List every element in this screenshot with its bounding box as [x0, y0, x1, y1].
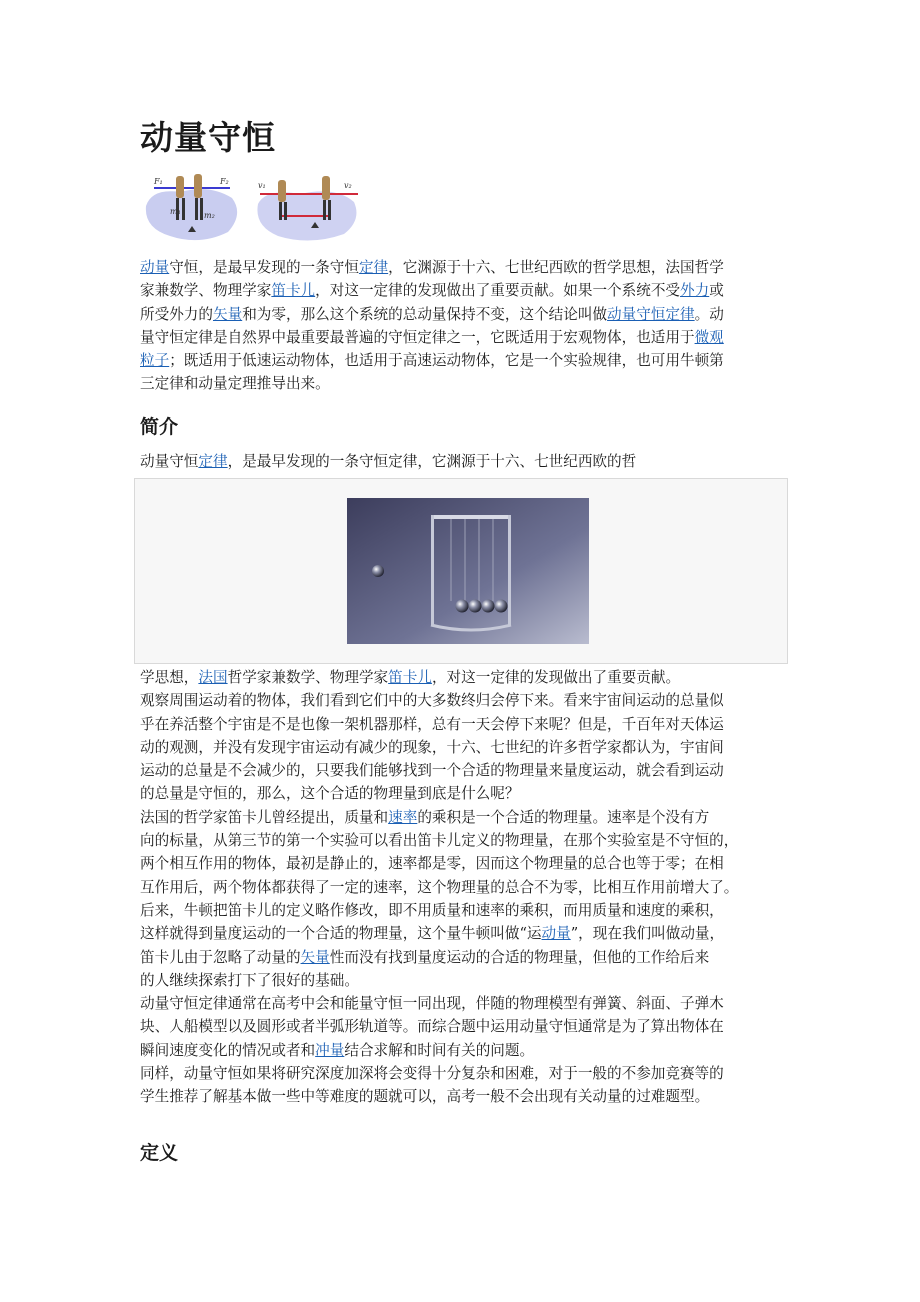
- fig-label-v2: v₂: [344, 181, 352, 190]
- fig-label-f2: F₂: [220, 177, 229, 186]
- link-law[interactable]: 定律: [358, 259, 389, 276]
- link-microscopic[interactable]: 微观: [694, 328, 724, 346]
- link-descartes-2[interactable]: 笛卡儿: [388, 669, 432, 686]
- skaters-illustration: [140, 166, 362, 242]
- newtons-cradle-figure: [134, 478, 788, 664]
- link-external-force[interactable]: 外力: [680, 282, 710, 300]
- intro-paragraph: 动量守恒，是最早发现的一条守恒定律，它渊源于十六、七世纪西欧的哲学思想，法国哲学 家兼数学、物理学家笛卡儿，对这一定律的发现做出了重要贡献。如果一个系统不受外力或 所受外力的矢量和为零，那么这个系统的总动量保持不变，这个结论叫做动量守恒定律。动 量守恒定律是自然界中最重要最普遍的守恒定律之一，它既适用于宏观物体，也适用于微观 粒子；既适用于低速运动物体，也适用于高速运动物体，它是一个实验规律，也可用牛顿第 三定律和动量定理推导出来。: [140, 259, 724, 393]
- fig-label-v1: v₁: [258, 181, 266, 190]
- link-particle[interactable]: 粒子: [140, 352, 170, 370]
- link-vector[interactable]: 矢量: [212, 305, 243, 323]
- link-vector-2[interactable]: 矢量: [300, 948, 330, 966]
- link-speed[interactable]: 速率: [388, 808, 418, 826]
- link-france[interactable]: 法国: [198, 669, 228, 686]
- page-title: 动量守恒: [140, 118, 276, 157]
- section-heading-intro: 简介: [140, 416, 179, 438]
- fig-label-f1: F₁: [154, 177, 163, 186]
- intro-line: 动量守恒定律，是最早发现的一条守恒定律，它渊源于十六、七世纪西欧的哲: [140, 453, 637, 470]
- link-law-2[interactable]: 定律: [198, 453, 228, 470]
- fig-label-m1: m₁: [170, 207, 181, 216]
- link-momentum-2[interactable]: 动量: [541, 925, 571, 943]
- link-descartes[interactable]: 笛卡儿: [271, 282, 316, 300]
- link-impulse[interactable]: 冲量: [315, 1041, 345, 1059]
- body-text: 学思想，法国哲学家兼数学、物理学家笛卡儿，对这一定律的发现做出了重要贡献。 观察周围运动着的物体，我们看到它们中的大多数终归会停下来。看来宇宙间运动的总量似 乎在养活整个宇宙是不是也像一架机器那样，总有一天会停下来呢？但是，千百年对天体运 动的观测，并没有发现宇宙运动有减少的现象，十六、七世纪的许多哲学家都认为，宇宙间 运动的总量是不会减少的，只要我们能够找到一个合适的物理量来量度运动，就会看到运动 的总量是守恒的，那么，这个合适的物理量到底是什么呢？ 法国的哲学家笛卡儿曾经提出，质量和速率的乘积是一个合适的物理量。速率是个没有方 向的标量，从第三节的第一个实验可以看出笛卡儿定义的物理量，在那个实验室是不守恒的， 两个相互作用的物体，最初是静止的，速率都是零，因而这个物理量的总合也等于零；在相 互作用后，两个物体都获得了一定的速率，这个物理量的总合不为零，比相互作用前增大了。 后来，牛顿把笛卡儿的定义略作修改，即不用质量和速率的乘积，而用质量和速度的乘积， 这样就得到量度运动的一个合适的物理量，这个量牛顿叫做“运动量”，现在我们叫做动量， 笛卡儿由于忽略了动量的矢量性而没有找到量度运动的合适的物理量，但他的工作给后来 的人继续探索打下了很好的基础。 动量守恒定律通常在高考中会和能量守恒一同出现，伴随的物理模型有弹簧、斜面、子弹木 块、人船模型以及圆形或者半弧形轨道等。而综合题中运用动量守恒通常是为了算出物体在 瞬间速度变化的情况或者和冲量结合求解和时间有关的问题。 同样，动量守恒如果将研究深度加深将会变得十分复杂和困难，对于一般的不参加竞赛等的 学生推荐了解基本做一些中等难度的题就可以，高考一般不会出现有关动量的过难题型。: [140, 669, 739, 1106]
- link-momentum[interactable]: 动量: [140, 259, 170, 276]
- section-heading-definition: 定义: [140, 1142, 179, 1164]
- link-conservation-law[interactable]: 动量守恒定律: [607, 305, 695, 323]
- fig-label-m2: m₂: [204, 211, 215, 220]
- newtons-cradle-image: [135, 479, 787, 663]
